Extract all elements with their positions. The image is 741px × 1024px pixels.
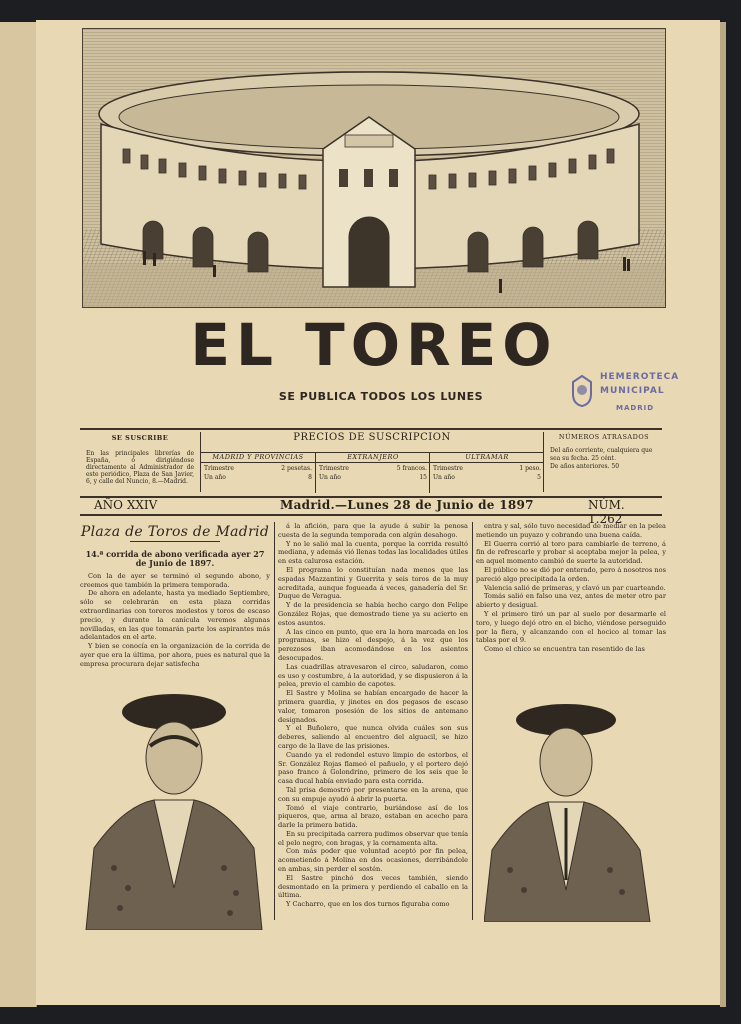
paragraph: De ahora en adelante, hasta ya mediado Septiembre, sólo se celebrarán en esta plaza corridas extraordinarias con toreros modestos y toros de escaso precio, y durante la canícula veremos algunas novilladas, en las que tomarán parte los aspirantes más adelantados en el arte. <box>80 589 270 642</box>
zone-name: EXTRANJERO <box>316 453 430 463</box>
price-label: Un año <box>433 474 455 481</box>
stamp-line-2: MUNICIPAL <box>600 386 665 396</box>
price-label: Trimestre <box>319 465 349 472</box>
zone-name: MADRID Y PROVINCIAS <box>201 453 315 463</box>
subscribe-heading: SE SUSCRIBE <box>111 434 169 442</box>
price-row <box>201 465 315 472</box>
coat-of-arms-icon <box>569 374 595 408</box>
prices-panel <box>200 432 544 492</box>
price-label: Trimestre <box>204 465 234 472</box>
stamp-line-1: HEMEROTECA <box>600 372 680 382</box>
price-zone <box>429 453 544 493</box>
price-zone <box>201 453 315 493</box>
column-rule <box>472 522 473 920</box>
paragraph: Cuando ya el redondel estuvo limpio de estorbos, el Sr. González Rojas flameó el pañuelo, y el portero dejó paso franco á Golondrino, primero de los seis que le casa ducal había enviado para esta corrida. <box>278 750 468 786</box>
zone-name: ULTRAMAR <box>430 453 544 463</box>
paragraph: Valencia salió de primeras, y clavó un par cuarteando. <box>484 583 666 592</box>
price-value: 1 peso. <box>519 465 541 472</box>
article-column-1 <box>80 522 270 669</box>
price-label: Trimestre <box>433 465 463 472</box>
subscription-box <box>80 428 662 498</box>
price-value: 5 francos. <box>396 465 427 472</box>
price-row <box>316 474 430 481</box>
price-label: Un año <box>319 474 341 481</box>
price-value: 15 <box>419 474 427 481</box>
matador-portrait-right <box>484 700 660 922</box>
heading-rule <box>130 541 220 542</box>
article-subheading: 14.ª corrida de abono verificada ayer 27 de Junio de 1897. <box>85 548 265 568</box>
bullring-illustration <box>83 29 665 307</box>
back-issues-line: De años anteriores. 50 <box>550 463 620 470</box>
paragraph: Las cuadrillas atravesaron el circo, saludaron, como es uso y costumbre, á la autoridad, y se dispusieron á la pelea, previo el cambio de capotes. <box>278 662 468 689</box>
price-row <box>430 474 544 481</box>
price-value: 2 pesetas. <box>281 465 312 472</box>
back-issues-heading: NÚMEROS ATRASADOS <box>558 433 650 441</box>
price-row <box>430 465 544 472</box>
paragraph: Tal prisa demostró por presentarse en la arena, que con su empuje ayudó á abrir la puerta. <box>278 785 468 803</box>
paragraph: Como el chico se encuentra tan resentido de las <box>484 645 645 654</box>
price-zone <box>315 453 430 493</box>
paragraph: Y el Buñolero, que nunca olvida cuáles son sus deberes, saliendo al encuentro del alguacil, se hizo cargo de la llave de las prisiones. <box>278 724 468 750</box>
subscribe-text: En las principales librerías de España, ó dirigiéndose directamente al Administrador de este periódico, Plaza de San Javier, 6, y calle del Nuncio, 8.—Madrid. <box>86 450 194 485</box>
matador-portrait-left <box>84 688 266 930</box>
article-column-2 <box>278 522 468 909</box>
paragraph: A las cinco en punto, que era la hora marcada en los programas, se hizo el despejo, á la vez que los perezosos iban acomodándose en los asientos desocupados. <box>278 627 468 662</box>
paragraph: El programa lo constituían nada menos que las espadas Mazzantini y Guerrita y seis toros de la muy acreditada, aunque fogueada á veces, ganadería del Sr. Duque de Veragua. <box>278 565 468 601</box>
price-label: Un año <box>204 474 226 481</box>
paragraph: El público no se dió por enterado, pero á nosotros nos pareció algo precipitada la orden. <box>476 565 666 583</box>
page-edge-shadow <box>720 22 726 1007</box>
paragraph: El Sastre pinchó dos veces también, siendo desmontado en la primera y perdiendo el caballo en la última. <box>278 873 468 900</box>
subscribe-info <box>80 432 200 492</box>
dateline <box>80 496 662 526</box>
price-value: 5 <box>537 474 541 481</box>
paragraph: El Sastre y Molina se habían encargado de hacer la primera guardia, y jinetes en dos pegasos de escaso valor, tomaron posesión de los sitios de antemano designados. <box>278 689 468 724</box>
prices-heading: PRECIOS DE SUSCRIPCION <box>293 432 451 443</box>
column-rule <box>274 522 275 920</box>
stamp-line-3: MADRID <box>616 404 654 412</box>
back-issues-line: Del año corriente, cualquiera que sea su fecha. 25 cént. <box>550 447 653 462</box>
paragraph: El Guerra corrió al toro para cambiarle de terreno, á fin de refrescarle y probar si aceptaba mejor la pelea, y en aquel momento cambió de suerte la autoridad. <box>476 539 666 566</box>
newspaper-subtitle: SE PUBLICA TODOS LOS LUNES <box>278 390 484 403</box>
newspaper-page <box>36 20 720 1005</box>
paragraph: Con más poder que voluntad aceptó por fin pelea, acometiendo á Molina en dos ocasiones, derribándole en ambas, sin perder el sostén. <box>278 847 468 874</box>
price-row <box>201 474 315 481</box>
article-heading: Plaza de Toros de Madrid <box>80 524 270 540</box>
article-column-3 <box>476 522 666 654</box>
bullring-engraving <box>82 28 666 308</box>
back-issues-panel <box>546 432 662 492</box>
paragraph: Y Cacharro, que en los dos turnos figuraba como <box>286 900 450 909</box>
prices-table <box>201 452 543 493</box>
newspaper-title: EL TOREO <box>190 311 558 379</box>
paragraph: Tomás salió en falso una vez, antes de meter otro par abierto y desigual. <box>476 592 666 610</box>
issue-date: Madrid.—Lunes 28 de Junio de 1897 <box>280 498 534 512</box>
paragraph: Tomó el viaje contrario, buriándose así de los piqueros, que, arma al brazo, estaban en acecho para darle la primera batida. <box>278 803 468 830</box>
library-stamp <box>564 368 688 416</box>
paragraph: Y no le salió mal la cuenta, porque la corrida resultó mediana, y además vió llenas todas las localidades útiles en esta calurosa estación. <box>278 539 468 566</box>
paragraph: Y bien se conocía en la organización de la corrida de ayer que era la última, por ahora, pues es natural que la empresa procurara dejar satisfecha <box>80 642 270 668</box>
adjacent-page-edge <box>0 22 37 1007</box>
paragraph: En su precipitada carrera pudimos observar que tenía el pelo negro, con bragas, y la cornamenta alta. <box>278 829 468 847</box>
year-label: AÑO XXIV <box>94 498 158 512</box>
price-row <box>316 465 430 472</box>
paragraph: Y de la presidencia se había hecho cargo don Felipe González Rojas, que demostrado tiene ya su acierto en estos asuntos. <box>278 601 468 627</box>
paragraph: Con la de ayer se terminó el segundo abono, y creemos que también la primera temporada. <box>80 571 270 589</box>
paragraph: entra y sal, sólo tuvo necesidad de mediar en la pelea metiendo un puyazo y cobrando una buena caída. <box>476 522 666 539</box>
paragraph: á la afición, para que la ayude á subir la penosa cuesta de la segunda temporada con algún desahogo. <box>278 522 468 539</box>
price-value: 8 <box>308 474 312 481</box>
paragraph: Y el primero tiró un par al suelo por desarmarle el toro, y luego dejó otro en el bicho, viéndose perseguido por la fiera, y alcanzando con el hocico al tomar las tablas por el 9. <box>476 609 666 645</box>
issue-number: NÚM. 1.262 <box>588 498 625 526</box>
